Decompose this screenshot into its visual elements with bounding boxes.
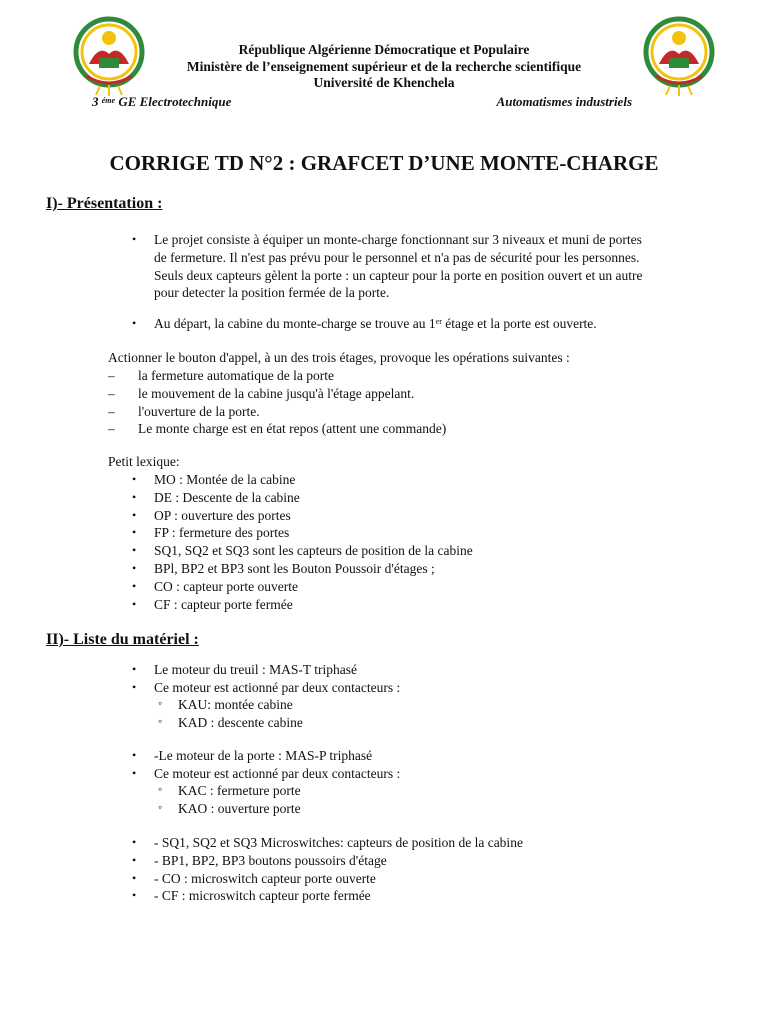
porte-contacteurs	[158, 782, 301, 818]
header-ministry: Ministère de l’enseignement supérieur et de la recherche scientifique	[186, 58, 582, 74]
list-item: • Au départ, la cabine du monte-charge se trouve au 1er étage et la porte est ouverte.	[132, 316, 597, 331]
presentation-paragraph-2	[132, 315, 597, 335]
dash-icon: –	[108, 368, 115, 383]
list-item: ◦ KAU: montée cabine	[158, 696, 293, 712]
bullet-icon: •	[132, 765, 137, 780]
bullet-icon: •	[132, 852, 137, 867]
bullet-icon: •	[132, 507, 137, 522]
bullet-icon: •	[132, 578, 137, 593]
lexique-list	[132, 471, 473, 613]
header-university: Université de Khenchela	[313, 75, 455, 90]
list-item: • OP : ouverture des portes	[132, 507, 291, 523]
list-item: • CO : capteur porte ouverte	[132, 578, 298, 594]
list-item: – le mouvement de la cabine jusqu'à l'étage appelant.	[108, 385, 415, 401]
text-line: pour detecter la position fermée de la porte.	[154, 285, 390, 301]
bullet-icon: •	[132, 489, 137, 504]
circle-bullet-icon: ◦	[158, 713, 163, 728]
bullet-icon: •	[132, 870, 137, 885]
list-item: – Le monte charge est en état repos (attent une commande)	[108, 421, 447, 437]
dash-icon: –	[108, 421, 115, 437]
bullet-icon: •	[132, 472, 137, 486]
bullet-icon: •	[132, 596, 137, 611]
lexique-title: Petit lexique:	[108, 454, 180, 469]
list-item: ◦ KAO : ouverture porte	[158, 799, 301, 816]
list-item: • Le projet consiste à équiper un monte-charge fonctionnant sur 3 niveaux et muni de portes	[132, 232, 642, 247]
course-subheader	[92, 94, 632, 112]
header-republic: République Algérienne Démocratique et Populaire	[238, 42, 530, 57]
list-item: • MO : Montée de la cabine	[132, 472, 296, 487]
subject-name: Automatismes industriels	[496, 94, 632, 109]
list-item: • - CF : microswitch capteur porte fermée	[132, 888, 371, 904]
list-item: • SQ1, SQ2 et SQ3 sont les capteurs de position de la cabine	[132, 543, 473, 559]
list-item: ◦ KAD : descente cabine	[158, 713, 303, 730]
page-title: CORRIGE TD N°2 : GRAFCET D’UNE MONTE-CHARGE	[109, 151, 659, 175]
porte-list	[132, 747, 401, 783]
bullet-icon: •	[132, 316, 137, 330]
bullet-icon: •	[132, 835, 137, 849]
list-item: • BPl, BP2 et BP3 sont les Bouton Poussoir d'étages ;	[132, 560, 435, 576]
section-heading-presentation: I)- Présentation :	[46, 195, 163, 212]
section-heading-materiel: II)- Liste du matériel :	[46, 631, 199, 648]
institution-header	[100, 42, 668, 92]
presentation-paragraph-1	[132, 231, 643, 302]
bullet-icon: •	[132, 543, 137, 558]
treuil-list	[132, 661, 401, 697]
list-item: • -Le moteur de la porte : MAS-P triphasé	[132, 748, 373, 763]
bullet-icon: •	[132, 748, 137, 762]
list-item: • DE : Descente de la cabine	[132, 489, 300, 505]
list-item: • Ce moteur est actionné par deux contacteurs :	[132, 765, 401, 781]
circle-bullet-icon: ◦	[158, 782, 163, 796]
list-item: • CF : capteur porte fermée	[132, 596, 293, 612]
list-item: – la fermeture automatique de la porte	[108, 368, 335, 383]
bullet-icon: •	[132, 232, 137, 246]
treuil-contacteurs	[158, 696, 303, 732]
list-item: – l'ouverture de la porte.	[108, 403, 260, 419]
operations-intro: Actionner le bouton d'appel, à un des trois étages, provoque les opérations suivantes :	[108, 350, 570, 365]
dash-icon: –	[108, 403, 115, 419]
operations-list	[108, 367, 447, 438]
dash-icon: –	[108, 385, 115, 401]
list-item: • FP : fermeture des portes	[132, 525, 290, 541]
bullet-icon: •	[132, 679, 137, 694]
text-line: Seuls deux capteurs gèlent la porte : un capteur pour la porte en position ouvert et un autre	[154, 267, 643, 283]
capteurs-list	[132, 834, 523, 905]
circle-bullet-icon: ◦	[158, 799, 163, 814]
bullet-icon: •	[132, 888, 137, 903]
list-item: • - BP1, BP2, BP3 boutons poussoirs d'étage	[132, 852, 387, 868]
bullet-icon: •	[132, 662, 137, 676]
circle-bullet-icon: ◦	[158, 696, 163, 710]
class-level: 3 $^{éme}$ GE Electrotechnique	[92, 94, 232, 109]
bullet-icon: •	[132, 525, 137, 540]
list-item: • - CO : microswitch capteur porte ouverte	[132, 870, 376, 886]
list-item: • Ce moteur est actionné par deux contacteurs :	[132, 679, 401, 695]
bullet-icon: •	[132, 560, 137, 575]
list-item: • - SQ1, SQ2 et SQ3 Microswitches: capteurs de position de la cabine	[132, 835, 523, 850]
list-item: ◦ KAC : fermeture porte	[158, 782, 301, 798]
text-line: de fermeture. Il n'est pas prévu pour le personnel et n'a pas de sécurité pour les personnes.	[154, 249, 640, 265]
list-item: • Le moteur du treuil : MAS-T triphasé	[132, 662, 357, 677]
